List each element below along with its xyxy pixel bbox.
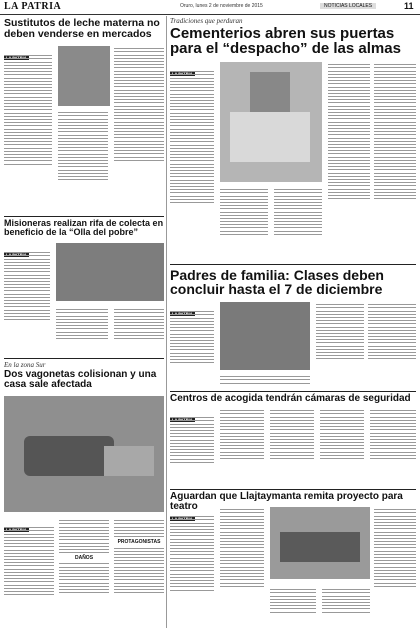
page-number: 11 [404, 1, 414, 11]
vagonetas-text-col-3 [114, 518, 164, 628]
rifa-text-col-2 [56, 307, 108, 353]
masthead: LA PATRIA [4, 1, 62, 12]
cementerios-headline: Cementerios abren sus puertas para el “despacho” de las almas [170, 25, 401, 58]
cementerios-photo [220, 62, 322, 182]
vagonetas-subhead-protagonistas: PROTAGONISTAS [117, 539, 161, 546]
rifa-text-col-3 [114, 307, 164, 353]
cementerios-text-col-5 [374, 62, 416, 259]
flowers-shape [230, 112, 310, 162]
cementerios-text-col-4 [328, 62, 370, 259]
issue-date: Oruro, lunes 2 de noviembre de 2015 [180, 3, 263, 9]
vagonetas-kicker: En la zona Sur [4, 361, 46, 369]
vagonetas-photo [4, 396, 164, 512]
camaras-text-col-2 [220, 408, 264, 486]
padres-text-col-2 [220, 374, 310, 388]
rifa-body [4, 243, 164, 353]
camaras-text-col-3 [270, 408, 314, 486]
padres-text-col-3 [316, 302, 364, 388]
rifa-photo [56, 243, 164, 301]
divider [4, 216, 164, 217]
teatro-body [170, 507, 416, 627]
teatro-text-col-3 [270, 587, 316, 627]
teatro-text-col-1 [170, 514, 214, 627]
teatro-text-col-4 [322, 587, 370, 627]
camaras-body [170, 408, 416, 486]
teatro-text-col-5 [374, 507, 416, 627]
leche-text-col-1 [4, 53, 52, 211]
vagonetas-text-col-1 [4, 525, 54, 628]
teatro-text-col-2 [220, 507, 264, 627]
cementerios-body [170, 62, 416, 262]
padres-headline: Padres de familia: Clases deben concluir hasta el 7 de diciembre [170, 267, 384, 298]
building-shape [280, 532, 360, 562]
camaras-text-col-5 [370, 408, 416, 486]
section-label: NOTICIAS LOCALES [320, 3, 376, 9]
camaras-text-col-1 [170, 415, 214, 486]
camaras-headline: Centros de acogida tendrán cámaras de seguridad [170, 393, 411, 404]
leche-headline: Sustitutos de leche materna no deben venderse en mercados [4, 17, 160, 40]
vagonetas-text-col-2 [59, 518, 109, 628]
vagonetas-headline: Dos vagonetas colisionan y una casa sale afectada [4, 369, 157, 391]
rifa-headline: Misioneras realizan rifa de colecta en beneficio de la “Olla del pobre” [4, 218, 164, 238]
cementerios-text-col-3 [274, 187, 322, 259]
cementerios-text-col-2 [220, 187, 268, 259]
rifa-text-col-1 [4, 250, 50, 353]
leche-text-col-2 [58, 110, 108, 210]
figure-shape [250, 72, 290, 112]
padres-photo [220, 302, 310, 370]
cementerios-text-col-1 [170, 69, 214, 259]
page-header [0, 0, 420, 15]
leche-photo [58, 46, 110, 106]
padres-text-col-1 [170, 309, 214, 388]
padres-text-col-4 [368, 302, 416, 388]
divider [170, 391, 416, 392]
cementerios-kicker: Tradiciones que perduran [170, 17, 243, 25]
divider [170, 489, 416, 490]
leche-body [4, 46, 164, 211]
column-divider [166, 16, 167, 628]
leche-text-col-3 [114, 46, 164, 211]
teatro-headline: Aguardan que Llajtaymanta remita proyecto para teatro [170, 491, 403, 513]
camaras-text-col-4 [320, 408, 364, 486]
vehicle-shape [24, 436, 114, 476]
divider [170, 264, 416, 265]
vagonetas-subhead-danos: DAÑOS [74, 555, 94, 562]
teatro-photo [270, 507, 370, 579]
vagonetas-body [4, 518, 164, 628]
vehicle-shape [104, 446, 154, 476]
padres-body [170, 302, 416, 388]
divider [4, 358, 164, 359]
